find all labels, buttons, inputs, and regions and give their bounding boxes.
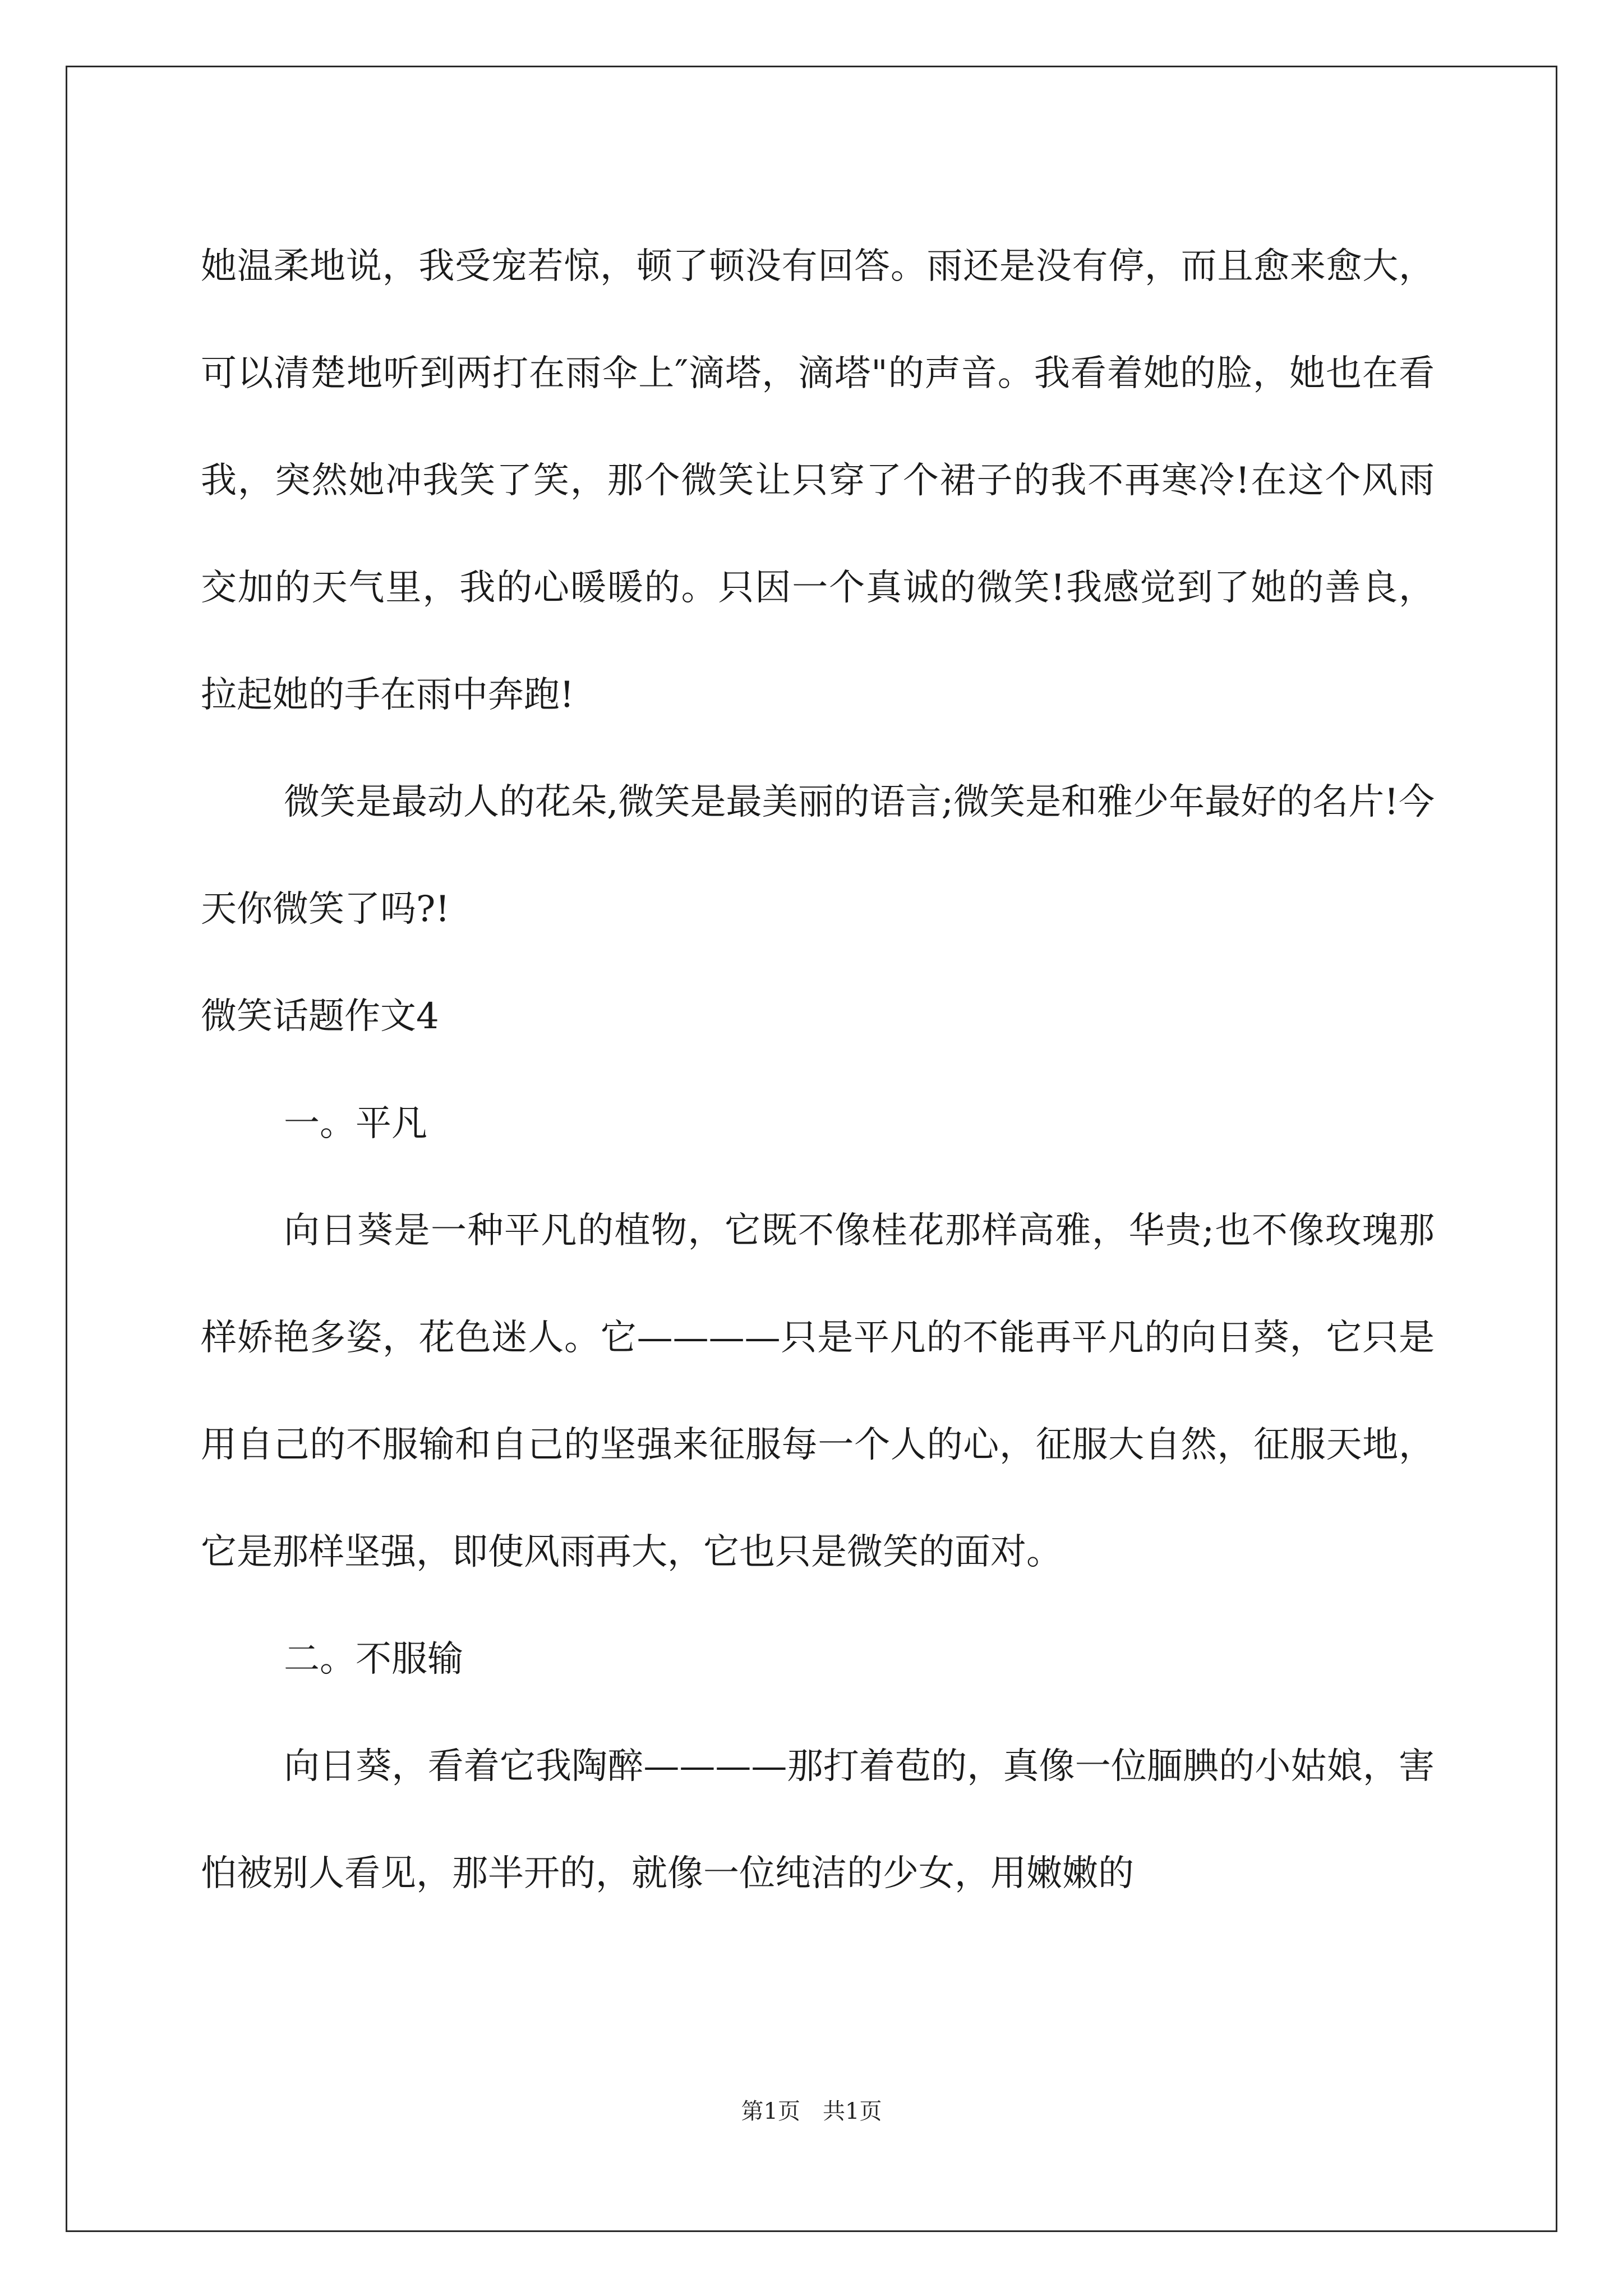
paragraph-2: 微笑是最动人的花朵,微笑是最美丽的语言;微笑是和雅少年最好的名片!今天你微笑了吗?! <box>201 781 1435 930</box>
page-footer: 第1页 共1页 <box>741 2099 882 2124</box>
paragraph-1: 她温柔地说，我受宠若惊，顿了顿没有回答。雨还是没有停，而且愈来愈大，可以清楚地听到两打在雨伞上″滴塔，滴塔"的声音。我看着她的脸，她也在看我，突然她冲我笑了笑，那个微笑让只穿了个裙子的我不再寒冷!在这个风雨交加的天气里，我的心暖暖的。只因一个真诚的微笑!我感觉到了她的善良，拉起她的手在雨中奔跑! <box>201 246 1435 716</box>
subheading-1: 一。平凡 <box>284 1103 427 1144</box>
subheading-2: 二。不服输 <box>284 1639 463 1680</box>
section-heading: 微笑话题作文4 <box>201 996 439 1037</box>
document-body <box>201 213 1435 1927</box>
paragraph-3: 向日葵是一种平凡的植物，它既不像桂花那样高雅，华贵;也不像玫瑰那样娇艳多姿，花色迷人。它————只是平凡的不能再平凡的向日葵，它只是用自己的不服输和自己的坚强来征服每一个人的心，征服大自然，征服天地，它是那样坚强，即使风雨再大，它也只是微笑的面对。 <box>201 1210 1435 1573</box>
paragraph-4: 向日葵，看着它我陶醉————那打着苞的，真像一位腼腆的小姑娘，害怕被别人看见，那半开的，就像一位纯洁的少女，用嫩嫩的 <box>201 1746 1435 1894</box>
